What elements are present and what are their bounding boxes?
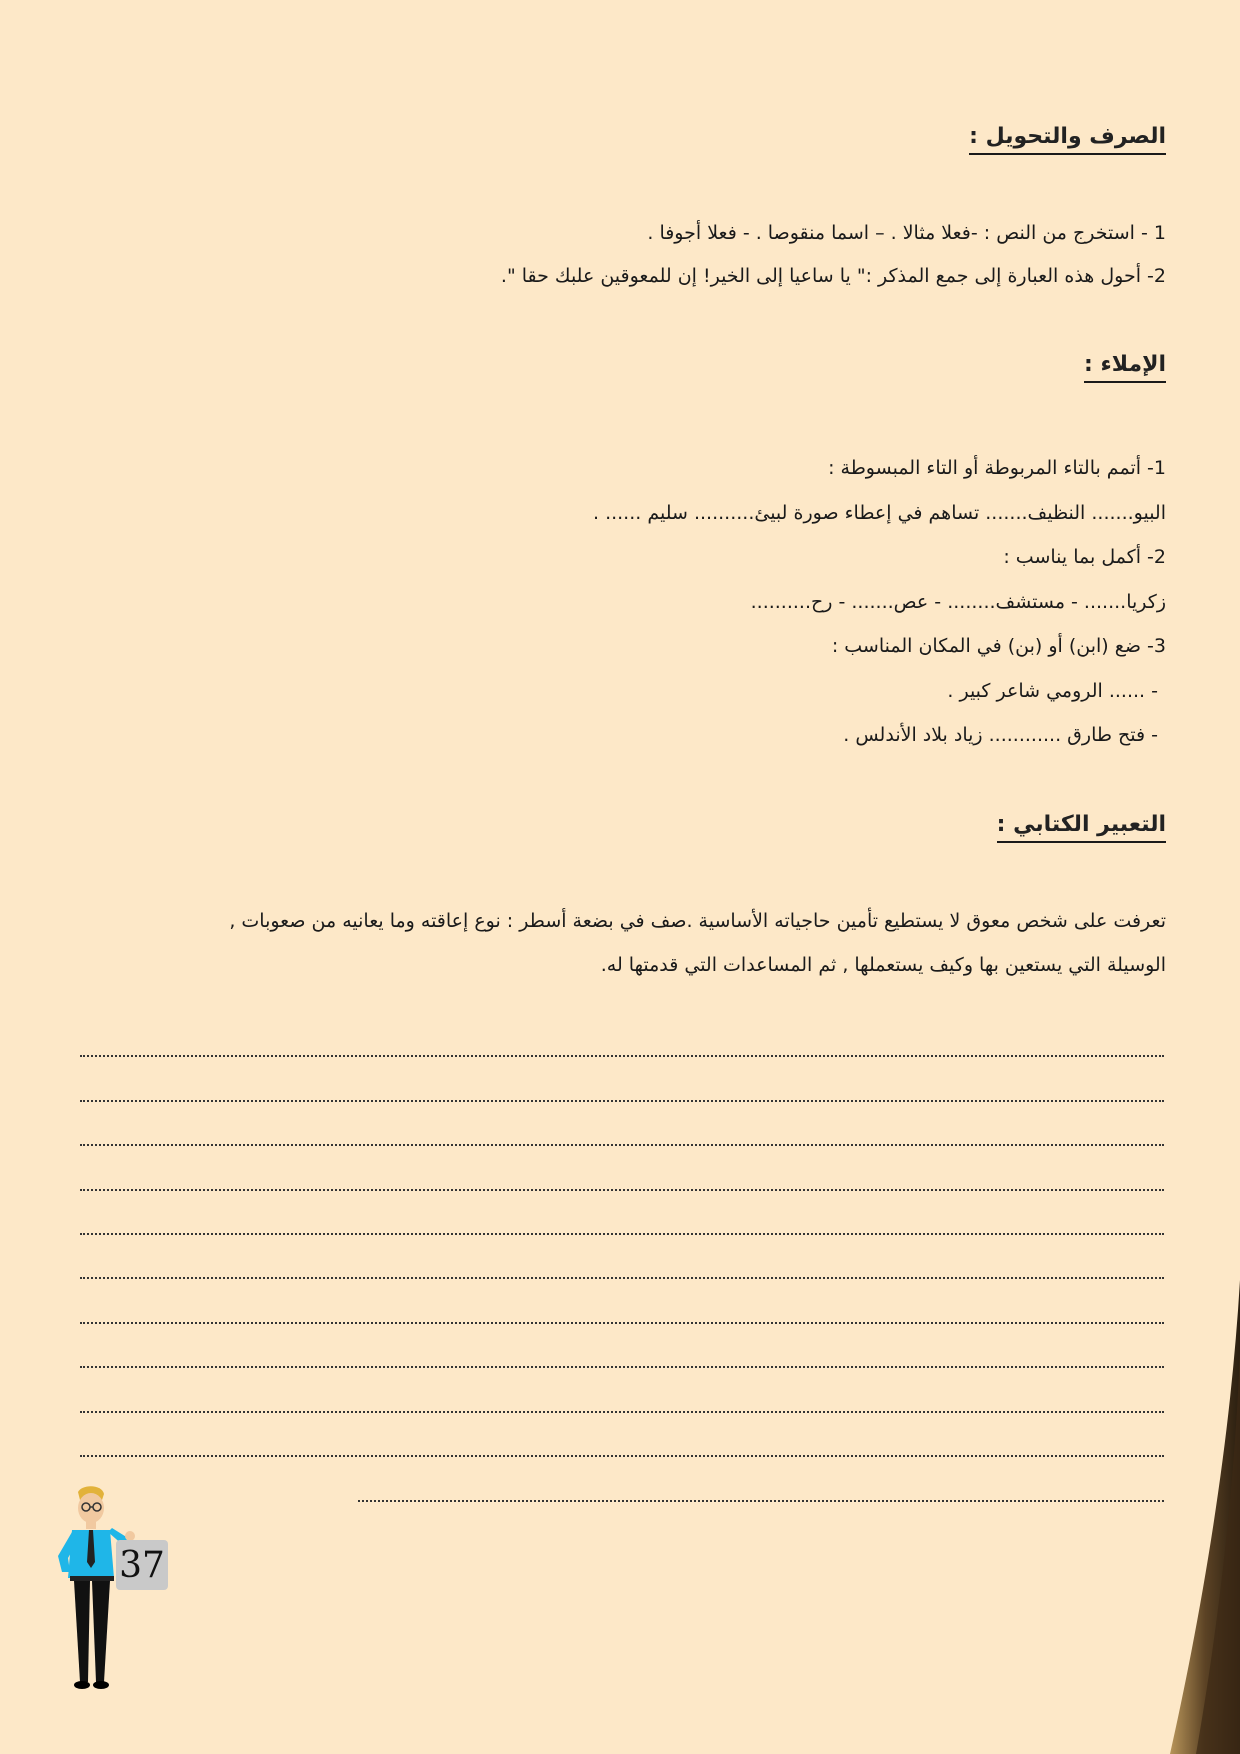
answer-line[interactable] (358, 1500, 1164, 1502)
writing-prompt-line-1: تعرفت على شخص معوق لا يستطيع تأمين حاجياته الأساسية .صف في بضعة أسطر : نوع إعاقته وما يعانيه من صعوبات , (229, 910, 1166, 932)
answer-line[interactable] (80, 1322, 1164, 1324)
dictation-question-2-line: زكريا....... - مستشف........ - عص....... - رح.......... (750, 591, 1166, 613)
dictation-question-3-b: - فتح طارق ............ زياد بلاد الأندلس . (843, 724, 1158, 746)
answer-line[interactable] (80, 1233, 1164, 1235)
dictation-question-2: 2- أكمل بما يناسب : (1003, 546, 1166, 568)
writing-heading: التعبير الكتابي : (997, 812, 1166, 843)
dictation-question-1-line: البيو....... النظيف....... تساهم في إعطاء صورة لبيئ.......... سليم ...... . (592, 502, 1166, 524)
answer-line[interactable] (80, 1189, 1164, 1191)
page-number: 37 (116, 1540, 168, 1590)
answer-line[interactable] (80, 1055, 1164, 1057)
dictation-question-3-a: - ...... الرومي شاعر كبير . (947, 680, 1158, 702)
answer-line[interactable] (80, 1277, 1164, 1279)
dictation-question-1: 1- أتمم بالتاء المربوطة أو التاء المبسوطة : (828, 457, 1166, 479)
answer-line[interactable] (80, 1144, 1164, 1146)
writing-prompt-line-2: الوسيلة التي يستعين بها وكيف يستعملها , ثم المساعدات التي قدمتها له. (600, 954, 1166, 976)
dictation-heading: الإملاء : (1084, 352, 1166, 383)
answer-line[interactable] (80, 1100, 1164, 1102)
morphology-question-1: 1 - استخرج من النص : -فعلا مثالا . – اسما منقوصا . - فعلا أجوفا . (647, 222, 1166, 244)
morphology-heading: الصرف والتحويل : (969, 124, 1166, 155)
morphology-question-2: 2- أحول هذه العبارة إلى جمع المذكر :" يا ساعيا إلى الخير! إن للمعوقين علبك حقا ". (500, 265, 1166, 287)
answer-line[interactable] (80, 1366, 1164, 1368)
dictation-question-3: 3- ضع (ابن) أو (بن) في المكان المناسب : (831, 635, 1166, 657)
page-curl-decoration (1160, 0, 1240, 1754)
answer-line[interactable] (80, 1411, 1164, 1413)
answer-line[interactable] (80, 1455, 1164, 1457)
